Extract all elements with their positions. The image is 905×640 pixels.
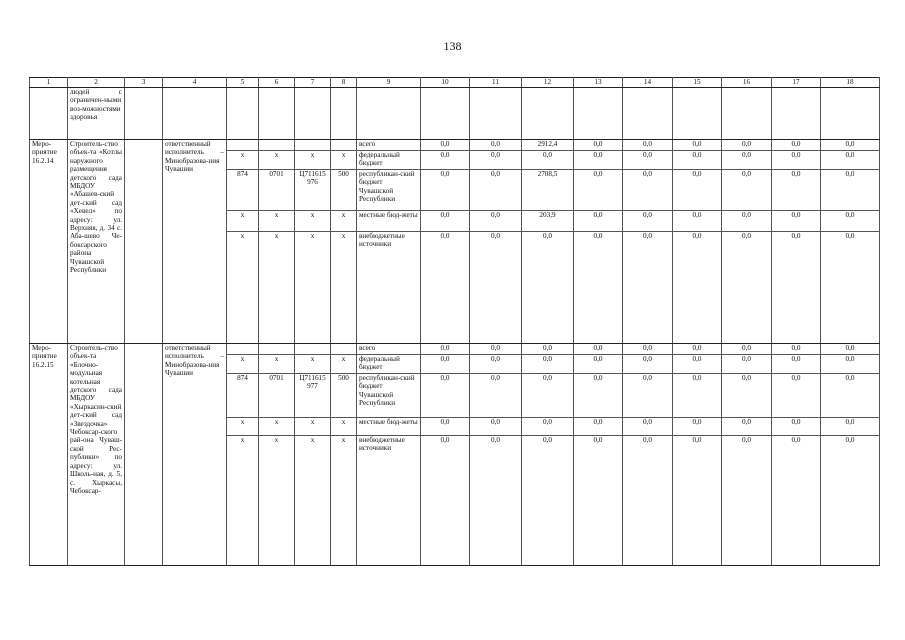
table-cell — [357, 88, 421, 140]
value-cell: 0,0 — [623, 211, 673, 232]
budget-code-cell: x — [295, 211, 331, 232]
table-cell — [125, 88, 163, 140]
column-header: 13 — [574, 78, 623, 88]
funding-source-cell: республикан-ский бюджет Чувашской Республики — [357, 170, 421, 211]
budget-code-cell: x — [259, 436, 295, 566]
table-cell — [522, 88, 574, 140]
value-cell: 0,0 — [574, 151, 623, 170]
value-cell: 0,0 — [623, 140, 673, 151]
value-cell: 0,0 — [421, 436, 470, 566]
budget-code-cell: 0701 — [259, 374, 295, 418]
funding-source-cell: внебюджетные источники — [357, 436, 421, 566]
table-cell — [673, 88, 722, 140]
value-cell: 0,0 — [470, 344, 522, 355]
value-cell: 0,0 — [522, 374, 574, 418]
budget-code-cell — [227, 140, 259, 151]
value-cell: 0,0 — [574, 436, 623, 566]
value-cell: 0,0 — [623, 418, 673, 436]
value-cell: 0,0 — [673, 211, 722, 232]
activity-name-cell: людей с ограничен-ными воз-можностями здоровья — [68, 88, 125, 140]
value-cell: 0,0 — [673, 170, 722, 211]
column-header: 9 — [357, 78, 421, 88]
value-cell: 0,0 — [772, 355, 821, 374]
column-header: 1 — [30, 78, 68, 88]
value-cell: 0,0 — [470, 140, 522, 151]
value-cell: 0,0 — [421, 374, 470, 418]
table-cell — [772, 88, 821, 140]
value-cell: 0,0 — [772, 170, 821, 211]
table-cell — [722, 88, 772, 140]
value-cell: 0,0 — [421, 211, 470, 232]
value-cell: 0,0 — [623, 151, 673, 170]
budget-code-cell: x — [331, 418, 357, 436]
value-cell: 0,0 — [574, 170, 623, 211]
column-header: 4 — [163, 78, 227, 88]
budget-code-cell: x — [227, 436, 259, 566]
value-cell: 0,0 — [722, 418, 772, 436]
table-cell — [259, 88, 295, 140]
value-cell: 0,0 — [673, 374, 722, 418]
budget-code-cell — [295, 140, 331, 151]
budget-code-cell: x — [227, 418, 259, 436]
column-header: 7 — [295, 78, 331, 88]
budget-code-cell: x — [331, 211, 357, 232]
budget-code-cell: x — [227, 211, 259, 232]
budget-code-cell: x — [259, 232, 295, 344]
column-header: 10 — [421, 78, 470, 88]
value-cell: 0,0 — [772, 436, 821, 566]
budget-table — [29, 77, 880, 566]
value-cell: 0,0 — [673, 355, 722, 374]
column-header: 2 — [68, 78, 125, 88]
budget-code-cell: 874 — [227, 374, 259, 418]
value-cell: 2708,5 — [522, 170, 574, 211]
value-cell: 0,0 — [772, 211, 821, 232]
funding-source-cell: федеральный бюджет — [357, 151, 421, 170]
activity-id-cell: Меро-приятие 16.2.14 — [30, 140, 68, 344]
value-cell: 0,0 — [574, 374, 623, 418]
funding-source-cell: внебюджетные источники — [357, 232, 421, 344]
value-cell: 0,0 — [623, 170, 673, 211]
funding-source-cell: всего — [357, 140, 421, 151]
value-cell: 0,0 — [821, 170, 880, 211]
table-cell — [470, 88, 522, 140]
budget-code-cell: x — [295, 151, 331, 170]
table-cell — [125, 140, 163, 344]
funding-source-cell: республикан-ский бюджет Чувашской Республики — [357, 374, 421, 418]
column-header: 5 — [227, 78, 259, 88]
budget-code-cell: 500 — [331, 374, 357, 418]
value-cell: 0,0 — [623, 355, 673, 374]
value-cell: 0,0 — [470, 418, 522, 436]
budget-code-cell: x — [259, 418, 295, 436]
page-number: 138 — [443, 39, 462, 53]
value-cell: 0,0 — [574, 355, 623, 374]
value-cell: 0,0 — [470, 374, 522, 418]
budget-code-cell: x — [331, 151, 357, 170]
column-header: 6 — [259, 78, 295, 88]
value-cell: 0,0 — [821, 151, 880, 170]
value-cell: 0,0 — [421, 418, 470, 436]
value-cell: 0,0 — [574, 232, 623, 344]
value-cell: 0,0 — [821, 211, 880, 232]
budget-code-cell: 0701 — [259, 170, 295, 211]
value-cell: 0,0 — [821, 418, 880, 436]
budget-code-cell: x — [295, 418, 331, 436]
value-cell: 0,0 — [673, 140, 722, 151]
table-cell — [574, 88, 623, 140]
value-cell: 0,0 — [772, 344, 821, 355]
table-cell — [295, 88, 331, 140]
value-cell: 0,0 — [470, 151, 522, 170]
budget-code-cell — [259, 140, 295, 151]
value-cell: 0,0 — [574, 418, 623, 436]
budget-code-cell: 874 — [227, 170, 259, 211]
value-cell: 0,0 — [772, 232, 821, 344]
value-cell: 0,0 — [421, 140, 470, 151]
value-cell: 0,0 — [821, 374, 880, 418]
value-cell: 0,0 — [522, 344, 574, 355]
column-header: 15 — [673, 78, 722, 88]
value-cell: 0,0 — [722, 232, 772, 344]
budget-code-cell — [227, 344, 259, 355]
value-cell: 0,0 — [421, 355, 470, 374]
funding-source-cell: всего — [357, 344, 421, 355]
value-cell: 0,0 — [772, 374, 821, 418]
table-cell — [623, 88, 673, 140]
budget-code-cell — [331, 140, 357, 151]
budget-code-cell: x — [259, 151, 295, 170]
value-cell: 0,0 — [722, 355, 772, 374]
funding-source-cell: местные бюд-жеты — [357, 418, 421, 436]
value-cell: 0,0 — [470, 355, 522, 374]
budget-code-cell — [295, 344, 331, 355]
table-row — [30, 344, 880, 355]
value-cell: 0,0 — [821, 344, 880, 355]
value-cell: 0,0 — [673, 418, 722, 436]
value-cell: 0,0 — [772, 418, 821, 436]
activity-name-cell: Строитель-ство объек-та «Котлы наружного размещения детского сада МБДОУ «Абашев-ский дет-ский сад «Хевел» по адресу: ул. Верхняя, д. 34 с. Аба-шево Че-боксарского района Чувашской Республики — [68, 140, 125, 344]
funding-source-cell: местные бюд-жеты — [357, 211, 421, 232]
value-cell: 0,0 — [574, 344, 623, 355]
value-cell: 0,0 — [421, 232, 470, 344]
budget-code-cell: Ц711615 977 — [295, 374, 331, 418]
value-cell: 0,0 — [623, 374, 673, 418]
budget-code-cell: x — [331, 436, 357, 566]
budget-code-cell: x — [331, 355, 357, 374]
value-cell: 0,0 — [772, 140, 821, 151]
value-cell: 0,0 — [673, 232, 722, 344]
budget-code-cell: x — [259, 211, 295, 232]
value-cell: 0,0 — [470, 170, 522, 211]
value-cell: 0,0 — [821, 140, 880, 151]
activity-name-cell: Строитель-ство объек-та «Блочно-модульная котельная детского сада МБДОУ «Хыркасин-ский дет-ский сад «Звездочка» Чебоксар-ского рай-она Чуваш-ской Рес-публики» по адресу: ул. Школь-ная, д. 5, с. Хыркасы, Чебоксар- — [68, 344, 125, 566]
continued-row — [30, 88, 880, 140]
value-cell: 0,0 — [522, 418, 574, 436]
funding-source-cell: федеральный бюджет — [357, 355, 421, 374]
budget-code-cell — [331, 344, 357, 355]
value-cell: 0,0 — [821, 355, 880, 374]
value-cell: 0,0 — [722, 211, 772, 232]
budget-code-cell: x — [227, 232, 259, 344]
value-cell: 0,0 — [623, 232, 673, 344]
value-cell: 0,0 — [470, 436, 522, 566]
column-number-row — [30, 78, 880, 88]
budget-code-cell: x — [227, 355, 259, 374]
value-cell: 0,0 — [821, 232, 880, 344]
value-cell: 0,0 — [722, 151, 772, 170]
column-header: 16 — [722, 78, 772, 88]
table-body — [30, 78, 880, 566]
budget-code-cell: x — [295, 232, 331, 344]
activity-id-cell: Меро-приятие 16.2.15 — [30, 344, 68, 566]
table-cell — [821, 88, 880, 140]
column-header: 3 — [125, 78, 163, 88]
value-cell: 203,9 — [522, 211, 574, 232]
value-cell: 0,0 — [470, 232, 522, 344]
table-cell — [163, 88, 227, 140]
table-cell — [421, 88, 470, 140]
table-row — [30, 140, 880, 151]
column-header: 8 — [331, 78, 357, 88]
value-cell: 0,0 — [421, 344, 470, 355]
value-cell: 2912,4 — [522, 140, 574, 151]
budget-code-cell: x — [331, 232, 357, 344]
column-header: 12 — [522, 78, 574, 88]
value-cell: 0,0 — [522, 232, 574, 344]
budget-code-cell: 500 — [331, 170, 357, 211]
value-cell: 0,0 — [722, 436, 772, 566]
value-cell: 0,0 — [522, 151, 574, 170]
column-header: 17 — [772, 78, 821, 88]
value-cell: 0,0 — [522, 436, 574, 566]
value-cell: 0,0 — [623, 436, 673, 566]
value-cell: 0,0 — [673, 344, 722, 355]
budget-code-cell: x — [295, 355, 331, 374]
budget-code-cell: Ц711615 976 — [295, 170, 331, 211]
budget-code-cell: x — [227, 151, 259, 170]
column-header: 11 — [470, 78, 522, 88]
table-cell — [331, 88, 357, 140]
value-cell: 0,0 — [574, 140, 623, 151]
value-cell: 0,0 — [722, 170, 772, 211]
executor-cell: ответственный исполнитель – Минобразова-ния Чувашии — [163, 344, 227, 566]
value-cell: 0,0 — [421, 151, 470, 170]
value-cell: 0,0 — [772, 151, 821, 170]
budget-code-cell: x — [295, 436, 331, 566]
value-cell: 0,0 — [421, 170, 470, 211]
column-header: 14 — [623, 78, 673, 88]
value-cell: 0,0 — [673, 151, 722, 170]
budget-code-cell — [259, 344, 295, 355]
value-cell: 0,0 — [722, 374, 772, 418]
value-cell: 0,0 — [574, 211, 623, 232]
value-cell: 0,0 — [722, 344, 772, 355]
value-cell: 0,0 — [470, 211, 522, 232]
executor-cell: ответственный исполнитель – Минобразова-ния Чувашии — [163, 140, 227, 344]
column-header: 18 — [821, 78, 880, 88]
value-cell: 0,0 — [522, 355, 574, 374]
value-cell: 0,0 — [821, 436, 880, 566]
table-cell — [125, 344, 163, 566]
table-cell — [30, 88, 68, 140]
value-cell: 0,0 — [673, 436, 722, 566]
budget-code-cell: x — [259, 355, 295, 374]
table-cell — [227, 88, 259, 140]
value-cell: 0,0 — [722, 140, 772, 151]
value-cell: 0,0 — [623, 344, 673, 355]
